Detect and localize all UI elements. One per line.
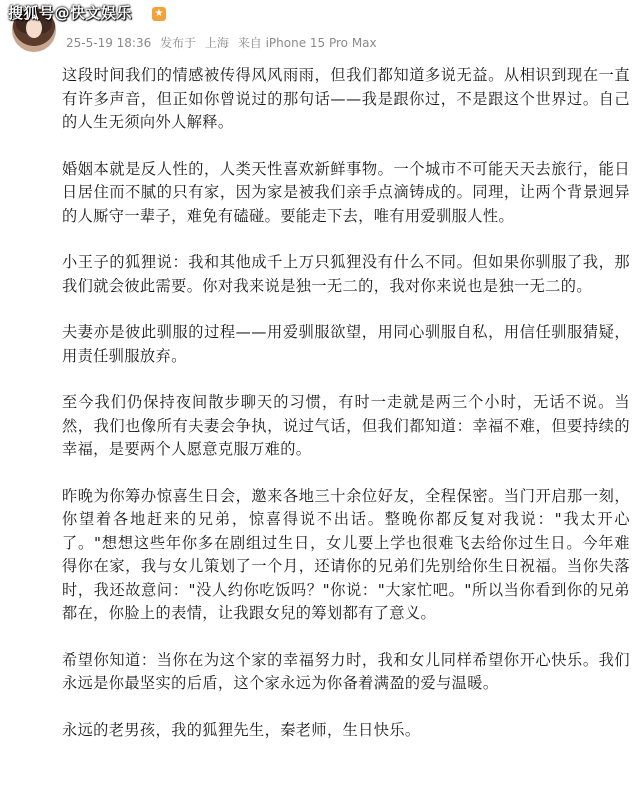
paragraph-3: 小王子的狐狸说：我和其他成千上万只狐狸没有什么不同。但如果你驯服了我，那我们就会彼此需要。你对我来说是独一无二的，我对你来说也是独一无二的。 xyxy=(62,253,630,295)
post-date: 25-5-19 18:36 xyxy=(66,36,152,50)
paragraph-8: 永远的老男孩，我的狐狸先生，秦老师，生日快乐。 xyxy=(62,720,421,739)
post-header xyxy=(0,0,639,62)
verified-badge-icon: ★ xyxy=(152,7,166,21)
paragraph-4: 夫妻亦是彼此驯服的过程——用爱驯服欲望，用同心驯服自私，用信任驯服猜疑，用责任驯服放弃。 xyxy=(62,323,630,365)
paragraph-2: 婚姻本就是反人性的，人类天性喜欢新鲜事物。一个城市不可能天天去旅行，能日日居住而不腻的只有家，因为家是被我们亲手点滴铸成的。同理，让两个背景迥异的人厮守一辈子，难免有磕碰。要能走下去，唯有用爱驯服人性。 xyxy=(62,159,630,225)
paragraph-1: 这段时间我们的情感被传得风风雨雨，但我们都知道多说无益。从相识到现在一直有许多声音，但正如你曾说过的那句话——我是跟你过，不是跟这个世界过。自己的人生无须向外人解释。 xyxy=(62,66,630,131)
published-prefix: 发布于 xyxy=(160,36,197,50)
paragraph-7: 希望你知道：当你在为这个家的幸福努力时，我和女儿同样希望你开心快乐。我们永远是你最坚实的后盾，这个家永远为你备着满盈的爱与温暖。 xyxy=(62,650,630,692)
paragraph-6: 昨晚为你筹办惊喜生日会，邀来各地三十余位好友，全程保密。当门开启那一刻，你望着各地赶来的兄弟，惊喜得说不出话。整晚你都反复对我说："我太开心了。"想想这些年你多在剧组过生日，女儿要上学也很难飞去给你过生日。今年难得你在家，我与女儿策划了一个月，还请你的兄弟们先别给你生日祝福。当你失落时，我还故意问："没人约你吃饭吗？"你说："大家忙吧。"所以当你看到你的兄弟都在，你脸上的表情，让我跟女兒的筹划都有了意义。 xyxy=(62,486,630,622)
post-location: 上海 xyxy=(204,36,229,50)
paragraph-5: 至今我们仍保持夜间散步聊天的习惯，有时一走就是两三个小时，无话不说。当然，我们也像所有夫妻会争执，说过气话，但我们都知道：幸福不难，但要持续的幸福，是要两个人愿意克服万难的。 xyxy=(62,393,630,458)
post-body xyxy=(62,64,630,765)
post-meta xyxy=(66,34,382,51)
post-source: 来自 iPhone 15 Pro Max xyxy=(237,36,377,50)
watermark: 搜狐号@快文娱乐 xyxy=(8,4,133,22)
